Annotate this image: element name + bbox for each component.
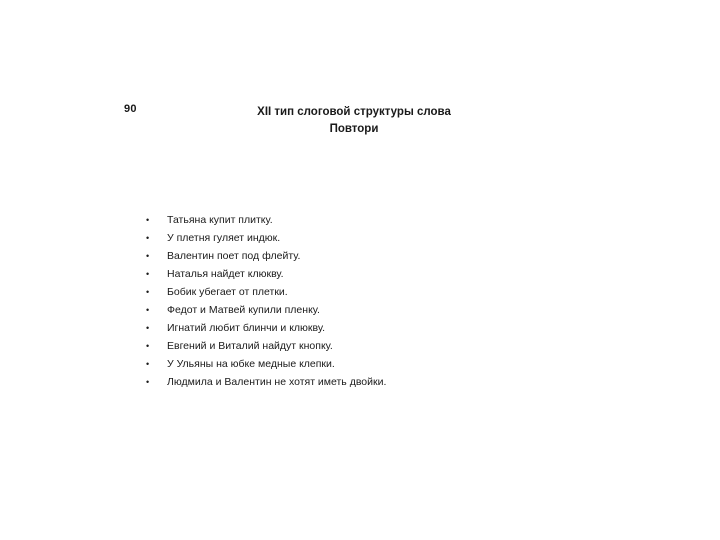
sentence-text: Бобик убегает от плетки. xyxy=(167,286,288,298)
title-line-2: Повтори xyxy=(329,123,379,135)
sentence-text: Валентин поет под флейту. xyxy=(167,250,301,262)
sentence-text: Людмила и Валентин не хотят иметь двойки. xyxy=(167,376,387,388)
sentence-text: Татьяна купит плитку. xyxy=(167,214,273,226)
bullet-icon: • xyxy=(146,359,150,369)
list-item xyxy=(146,284,386,302)
list-item xyxy=(146,356,386,374)
bullet-icon: • xyxy=(146,251,150,261)
list-item xyxy=(146,230,386,248)
list-item xyxy=(146,212,386,230)
sentence-text: Наталья найдет клюкву. xyxy=(167,268,284,280)
list-item xyxy=(146,338,386,356)
bullet-icon: • xyxy=(146,215,150,225)
sentence-text: У Ульяны на юбке медные клепки. xyxy=(167,358,335,370)
page-number: 90 xyxy=(124,103,137,115)
bullet-icon: • xyxy=(146,233,150,243)
bullet-icon: • xyxy=(146,323,150,333)
bullet-icon: • xyxy=(146,377,150,387)
title-line-1: XII тип слоговой структуры слова xyxy=(257,106,451,118)
list-item xyxy=(146,302,386,320)
bullet-icon: • xyxy=(146,341,150,351)
list-item xyxy=(146,320,386,338)
sentence-text: Федот и Матвей купили пленку. xyxy=(167,304,320,316)
bullet-icon: • xyxy=(146,305,150,315)
bullet-icon: • xyxy=(146,269,150,279)
sentence-text: Игнатий любит блинчи и клюкву. xyxy=(167,322,325,334)
sentence-text: Евгений и Виталий найдут кнопку. xyxy=(167,340,333,352)
bullet-icon: • xyxy=(146,287,150,297)
page-title xyxy=(220,104,488,138)
list-item xyxy=(146,266,386,284)
sentence-list xyxy=(146,212,386,392)
list-item xyxy=(146,248,386,266)
list-item xyxy=(146,374,386,392)
sentence-text: У плетня гуляет индюк. xyxy=(167,232,281,244)
